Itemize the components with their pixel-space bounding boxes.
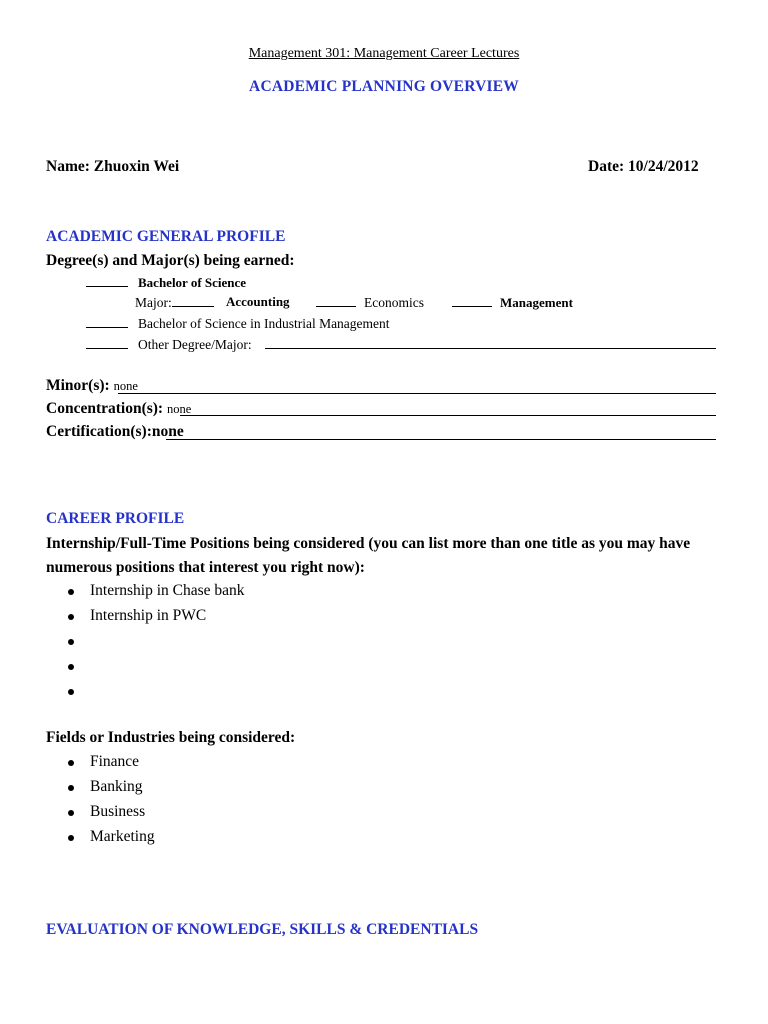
list-item: Marketing	[46, 824, 155, 849]
academic-profile-heading: ACADEMIC GENERAL PROFILE	[46, 228, 286, 245]
name-row	[46, 158, 179, 176]
fields-prompt: Fields or Industries being considered:	[46, 729, 296, 746]
date-value: 10/24/2012	[628, 158, 699, 175]
certification-label: Certification(s):	[46, 423, 152, 440]
concentration-value: none	[166, 402, 192, 416]
bs-row	[86, 273, 246, 292]
career-profile-heading: CAREER PROFILE	[46, 510, 185, 527]
list-item	[46, 653, 245, 678]
major-management: Management	[500, 295, 573, 310]
name-value: Zhuoxin Wei	[93, 158, 180, 175]
name-label: Name:	[46, 158, 90, 175]
bs-label: Bachelor of Science	[138, 275, 247, 290]
concentration-row	[46, 400, 191, 418]
list-item: Finance	[46, 749, 155, 774]
fields-list	[46, 749, 155, 849]
certification-value: none	[151, 423, 184, 440]
major-blank-3	[452, 293, 492, 307]
certification-row	[46, 423, 184, 441]
list-item	[46, 678, 245, 703]
major-accounting: Accounting	[226, 294, 290, 309]
other-degree-line	[265, 348, 716, 349]
bs-checkbox-blank	[86, 273, 128, 287]
list-item: Internship in PWC	[46, 603, 245, 628]
course-title: Management 301: Management Career Lectures	[248, 46, 520, 61]
bsim-row	[86, 314, 390, 333]
major-blank-1	[172, 293, 214, 307]
major-blank-2	[316, 293, 356, 307]
major-economics: Economics	[364, 295, 424, 310]
minor-label: Minor(s):	[46, 377, 110, 394]
positions-list	[46, 578, 245, 703]
list-item: Banking	[46, 774, 155, 799]
certification-line	[166, 439, 716, 440]
other-degree-blank	[86, 335, 128, 349]
positions-prompt: Internship/Full-Time Positions being considered (you can list more than one title as you may have numerous positions that interest you right now):	[46, 535, 691, 576]
other-degree-label: Other Degree/Major:	[138, 337, 252, 352]
major-label: Major:	[135, 295, 172, 310]
other-degree-row	[86, 335, 252, 354]
major-economics-row	[316, 293, 424, 312]
degree-major-label: Degree(s) and Major(s) being earned:	[46, 252, 295, 269]
minor-line	[118, 393, 716, 394]
evaluation-heading: EVALUATION OF KNOWLEDGE, SKILLS & CREDENTIALS	[46, 921, 479, 938]
list-item	[46, 628, 245, 653]
bsim-label: Bachelor of Science in Industrial Management	[138, 316, 390, 331]
date-label: Date:	[588, 158, 625, 175]
bsim-blank	[86, 314, 128, 328]
document-title: ACADEMIC PLANNING OVERVIEW	[249, 78, 519, 95]
list-item: Business	[46, 799, 155, 824]
major-management-row	[452, 293, 573, 312]
list-item: Internship in Chase bank	[46, 578, 245, 603]
concentration-line	[180, 415, 716, 416]
major-row	[135, 293, 214, 312]
date-row	[588, 158, 699, 176]
minor-value: none	[113, 379, 138, 393]
concentration-label: Concentration(s):	[46, 400, 164, 417]
